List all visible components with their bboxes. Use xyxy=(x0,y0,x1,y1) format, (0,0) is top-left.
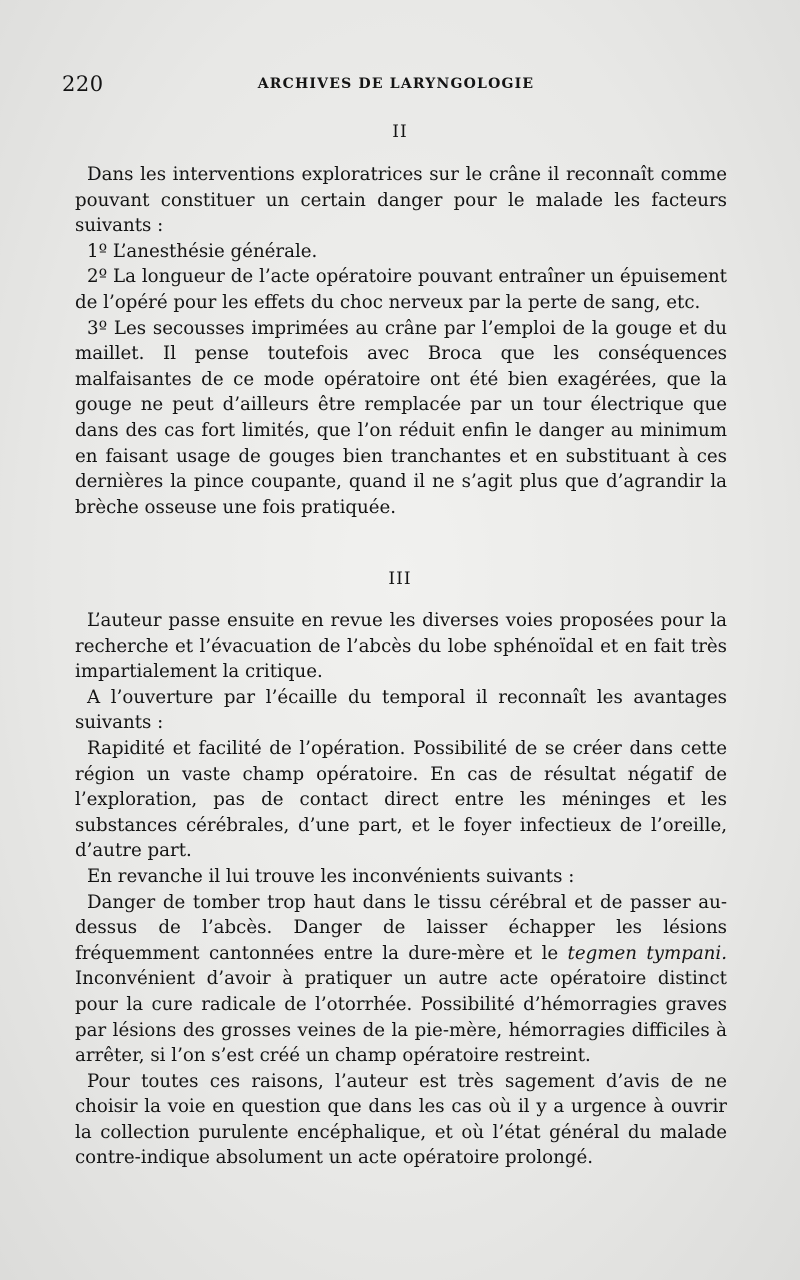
page-header xyxy=(62,72,730,102)
section-heading-ii: II xyxy=(392,122,408,142)
section-iii-para-2: A l’ouverture par l’écaille du temporal il reconnaît les avantages suivants : xyxy=(75,686,727,734)
section-iii-para-1: L’auteur passe ensuite en revue les diverses voies proposées pour la recherche et l’évacuation de l’abcès du lobe sphénoïdal et en fait très impartialement la critique. xyxy=(75,610,727,683)
section-iii-para-6: Pour toutes ces raisons, l’auteur est très sagement d’avis de ne choisir la voie en question que dans les cas où il y a urgence à ouvrir la collection purulente encéphalique, et où l’état général du malade contre-indique absolument un acte opératoire prolongé. xyxy=(75,1070,727,1169)
section-iii-para-4: En revanche il lui trouve les inconvénients suivants : xyxy=(87,865,575,887)
section-ii-body xyxy=(75,162,727,520)
page-number: 220 xyxy=(62,72,104,96)
section-ii-item-2: 2º La longueur de l’acte opératoire pouvant entraîner un épuisement de l’opéré pour les effets du choc nerveux par la perte de sang, etc. xyxy=(75,266,727,313)
running-title: ARCHIVES DE LARYNGOLOGIE xyxy=(257,76,535,92)
para-5-text-b: Inconvénient d’avoir à pratiquer un autre acte opératoire distinct pour la cure radicale de l’otorrhée. Possibilité d’hémorragies graves par lésions des grosses veines de la pie-mère, hémorragies difficiles à arrêter, si l’on s’est créé un champ opératoire restreint. xyxy=(75,968,727,1067)
section-ii-item-3: 3º Les secousses imprimées au crâne par l’emploi de la gouge et du maillet. Il pense toutefois avec Broca que les conséquences malfaisantes de ce mode opératoire ont été bien exagérées, que la gouge ne peut d’ailleurs être remplacée par un tour électrique que dans des cas fort limités, que l’on réduit enfin le danger au minimum en faisant usage de gouges bien tranchantes et en substituant à ces dernières la pince coupante, quand il ne s’agit plus que d’agrandir la brèche osseuse une fois pratiquée. xyxy=(75,317,727,518)
section-ii-item-1: 1º L’anesthésie générale. xyxy=(87,240,318,262)
section-iii-para-3: Rapidité et facilité de l’opération. Possibilité de se créer dans cette région un vaste champ opératoire. En cas de résultat négatif de l’exploration, pas de contact direct entre les méninges et les substances cérébrales, d’une part, et le foyer infectieux de l’oreille, d’autre part. xyxy=(75,737,727,862)
section-iii-body xyxy=(75,608,727,1171)
section-heading-iii: III xyxy=(388,569,412,589)
para-5-italic-term: tegmen tympani. xyxy=(567,942,727,964)
section-ii-intro: Dans les interventions exploratrices sur le crâne il reconnaît comme pouvant constituer un certain danger pour le malade les facteurs suivants : xyxy=(75,164,727,237)
para-5-text-a: Danger de tomber trop haut dans le tissu cérébral et de passer au-dessus de l’abcès. Danger de laisser échapper les lésions fréquemment cantonnées entre la dure-mère et le xyxy=(75,891,727,964)
section-iii-para-5 xyxy=(75,890,727,1069)
